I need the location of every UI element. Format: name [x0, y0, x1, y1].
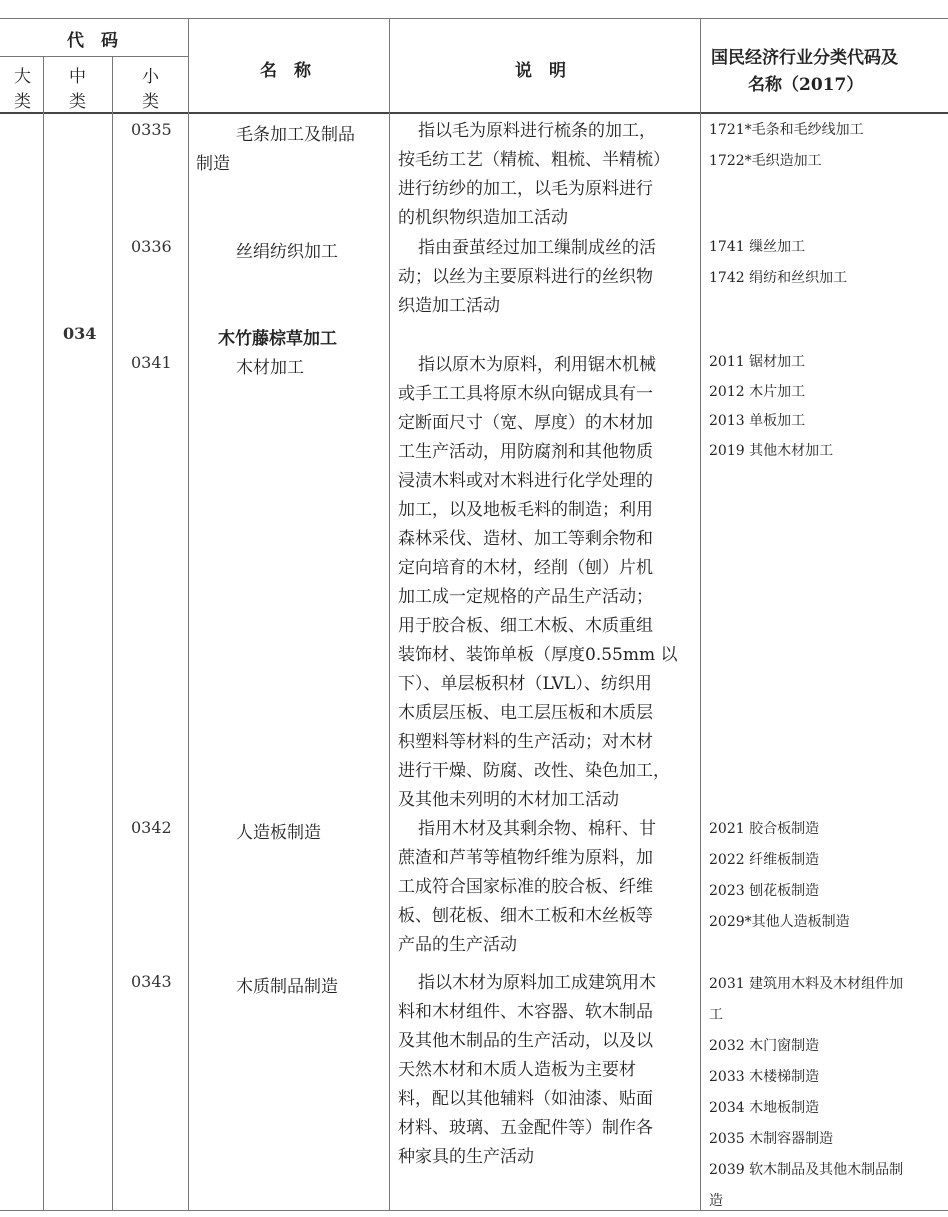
- minor-code: 0335: [131, 120, 172, 139]
- ref-codes: 1741 缫丝加工 1742 绢纺和丝织加工: [709, 239, 848, 286]
- header-major-1: 大: [14, 67, 31, 87]
- item-name: 木材加工: [236, 358, 304, 378]
- ref-codes: 1721*毛条和毛纱线加工 1722*毛织造加工: [709, 122, 864, 169]
- header-middle-2: 类: [69, 92, 86, 112]
- header-middle-1: 中: [69, 67, 86, 87]
- header-major-2: 类: [14, 92, 31, 112]
- minor-code: 0342: [131, 818, 172, 837]
- item-description: 指以木材为原料加工成建筑用木 料和木材组件、木容器、软木制品 及其他木制品的生产活动，以及以 天然木材和木质人造板为主要材 料，配以其他辅料（如油漆、贴面 材料、玻璃、五金配件等）制作各 种家具的生产活动: [398, 973, 656, 1167]
- header-name: 名 称: [260, 61, 311, 81]
- col-divider-major: [43, 56, 44, 1210]
- ref-codes: 2011 锯材加工 2012 木片加工 2013 单板加工 2019 其他木材加工: [709, 354, 834, 459]
- item-name: 人造板制造: [236, 823, 321, 843]
- header-code-divider: [0, 56, 188, 57]
- minor-code: 0343: [131, 972, 172, 991]
- middle-class-name: 木竹藤棕草加工: [218, 329, 337, 349]
- middle-code: 034: [63, 324, 97, 343]
- item-name: 制造: [196, 154, 230, 174]
- ref-codes: 2021 胶合板制造 2022 纤维板制造 2023 刨花板制造 2029*其他人造板制造: [709, 821, 850, 930]
- header-ref-1: 国民经济行业分类代码及: [711, 48, 898, 68]
- col-divider-minor: [188, 18, 189, 1210]
- ref-codes: 2031 建筑用木料及木材组件加 工 2032 木门窗制造 2033 木楼梯制造 2034 木地板制造 2035 木制容器制造 2039 软木制品及其他木制品制 造: [709, 976, 904, 1209]
- item-name: 毛条加工及制品: [236, 125, 355, 145]
- col-divider-name: [389, 18, 390, 1210]
- header-minor-1: 小: [142, 67, 159, 87]
- item-description: 指以原木为原料，利用锯木机械 或手工工具将原木纵向锯成具有一 定断面尺寸（宽、厚度）的木材加 工生产活动，用防腐剂和其他物质 浸渍木料或对木料进行化学处理的 加工，以及地板毛料的制造；利用 森林采伐、造材、加工等剩余物和 定向培育的木材，经削（刨）片机 加工成一定规格的产品生产活动； 用于胶合板、细工木板、木质重组 装饰材、装饰单板（厚度0.55mm 以 下）、单层板积材（LVL）、纺织用 木质层压板、电工层压板和木质层 积塑料等材料的生产活动；对木材 进行干燥、防腐、改性、染色加工， 及其他未列明的木材加工活动: [398, 355, 678, 810]
- item-description: 指由蚕茧经过加工缫制成丝的活 动；以丝为主要原料进行的丝织物 织造加工活动: [398, 238, 656, 316]
- item-description: 指用木材及其剩余物、棉秆、甘 蔗渣和芦苇等植物纤维为原料，加 工成符合国家标准的胶合板、纤维 板、刨花板、细木工板和木丝板等 产品的生产活动: [398, 819, 656, 955]
- item-description: 指以毛为原料进行梳条的加工， 按毛纺工艺（精梳、粗梳、半精梳） 进行纺纱的加工，以毛为原料进行 的机织物织造加工活动: [398, 121, 670, 228]
- header-code: 代 码: [67, 31, 118, 51]
- header-bottom-border: [0, 112, 948, 114]
- table-top-border: [0, 18, 948, 19]
- item-name: 丝绢纺织加工: [236, 242, 338, 262]
- header-minor-2: 类: [142, 92, 159, 112]
- col-divider-desc: [700, 18, 701, 1210]
- minor-code: 0336: [131, 237, 172, 256]
- header-description: 说 明: [515, 61, 566, 81]
- item-name: 木质制品制造: [236, 977, 338, 997]
- col-divider-middle: [112, 56, 113, 1210]
- header-ref-2: 名称（2017）: [748, 75, 864, 95]
- minor-code: 0341: [131, 353, 172, 372]
